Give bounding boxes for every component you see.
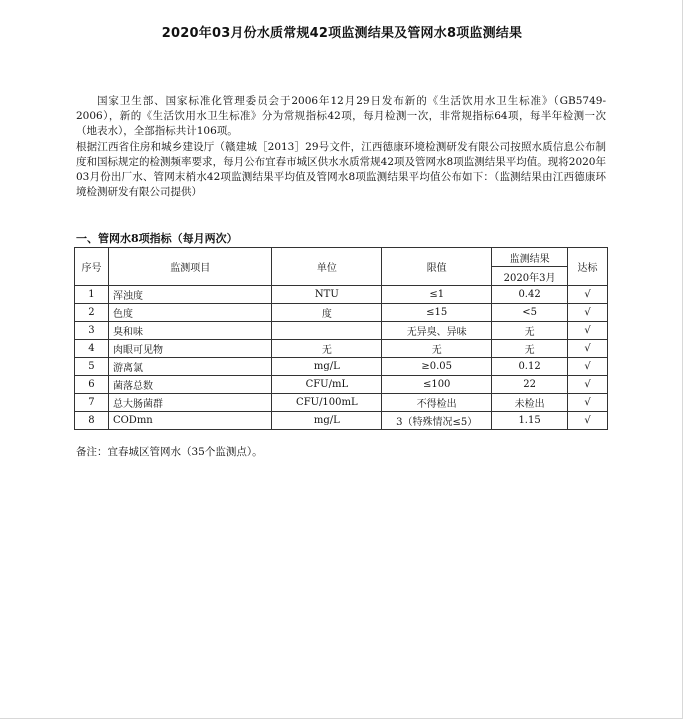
footnote: 备注：宜春城区管网水（35个监测点）。 bbox=[76, 446, 263, 458]
header-item: 监测项目 bbox=[108, 248, 272, 286]
cell-seq: 5 bbox=[75, 358, 109, 376]
cell-limit: 不得检出 bbox=[382, 394, 492, 412]
header-result-period: 2020年3月 bbox=[492, 267, 568, 286]
document-title: 2020年03月份水质常规42项监测结果及管网水8项监测结果 bbox=[161, 26, 523, 41]
cell-pass: √ bbox=[568, 412, 608, 430]
cell-result: 无 bbox=[492, 322, 568, 340]
table-row bbox=[75, 286, 608, 304]
cell-limit: ≤15 bbox=[382, 304, 492, 322]
cell-unit: CFU/100mL bbox=[272, 394, 382, 412]
cell-seq: 7 bbox=[75, 394, 109, 412]
cell-pass: √ bbox=[568, 376, 608, 394]
intro-text bbox=[76, 94, 606, 200]
table-row bbox=[75, 358, 608, 376]
cell-result: <5 bbox=[492, 304, 568, 322]
section-heading: 一、管网水8项指标（每月两次） bbox=[76, 232, 238, 245]
cell-item: 肉眼可见物 bbox=[108, 340, 272, 358]
cell-result: 未检出 bbox=[492, 394, 568, 412]
cell-unit: NTU bbox=[272, 286, 382, 304]
cell-seq: 8 bbox=[75, 412, 109, 430]
cell-unit: CFU/mL bbox=[272, 376, 382, 394]
cell-result: 无 bbox=[492, 340, 568, 358]
cell-result: 22 bbox=[492, 376, 568, 394]
cell-pass: √ bbox=[568, 322, 608, 340]
cell-pass: √ bbox=[568, 358, 608, 376]
cell-result: 0.12 bbox=[492, 358, 568, 376]
table-row bbox=[75, 322, 608, 340]
table-row bbox=[75, 340, 608, 358]
intro-paragraph-1: 国家卫生部、国家标准化管理委员会于2006年12月29日发布新的《生活饮用水卫生标准》（GB5749-2006），新的《生活饮用水卫生标准》分为常规指标42项，每月检测一次，非常规指标64项，每半年检测一次（地表水），全部指标共计106项。 bbox=[76, 95, 606, 138]
cell-unit: mg/L bbox=[272, 358, 382, 376]
cell-seq: 3 bbox=[75, 322, 109, 340]
table-row bbox=[75, 304, 608, 322]
cell-item: 色度 bbox=[108, 304, 272, 322]
cell-pass: √ bbox=[568, 340, 608, 358]
header-seq: 序号 bbox=[75, 248, 109, 286]
cell-unit: 无 bbox=[272, 340, 382, 358]
cell-item: 浑浊度 bbox=[108, 286, 272, 304]
intro-paragraph-2: 根据江西省住房和城乡建设厅（赣建城［2013］29号文件，江西德康环境检测研发有限公司按照水质信息公布制度和国标规定的检测频率要求，每月公布宜春市城区供水水质常规42项及管网水8项监测结果平均值。现将2020年03月份出厂水、管网末梢水42项监测结果平均值及管网水8项监测结果平均值公布如下：（监测结果由江西德康环境检测研发有限公司提供） bbox=[76, 140, 606, 199]
header-limit: 限值 bbox=[382, 248, 492, 286]
cell-seq: 4 bbox=[75, 340, 109, 358]
cell-item: 臭和味 bbox=[108, 322, 272, 340]
cell-unit: mg/L bbox=[272, 412, 382, 430]
header-pass: 达标 bbox=[568, 248, 608, 286]
header-result: 监测结果 bbox=[492, 248, 568, 267]
cell-item: CODmn bbox=[108, 412, 272, 430]
table-row bbox=[75, 394, 608, 412]
results-table bbox=[74, 247, 608, 430]
cell-seq: 1 bbox=[75, 286, 109, 304]
cell-pass: √ bbox=[568, 304, 608, 322]
cell-limit: ≥0.05 bbox=[382, 358, 492, 376]
cell-result: 1.15 bbox=[492, 412, 568, 430]
cell-limit: 无异臭、异味 bbox=[382, 322, 492, 340]
table-row bbox=[75, 412, 608, 430]
cell-result: 0.42 bbox=[492, 286, 568, 304]
cell-limit: ≤100 bbox=[382, 376, 492, 394]
cell-seq: 2 bbox=[75, 304, 109, 322]
cell-item: 总大肠菌群 bbox=[108, 394, 272, 412]
cell-item: 游离氯 bbox=[108, 358, 272, 376]
cell-pass: √ bbox=[568, 286, 608, 304]
cell-unit bbox=[272, 322, 382, 340]
cell-unit: 度 bbox=[272, 304, 382, 322]
cell-limit: 无 bbox=[382, 340, 492, 358]
cell-item: 菌落总数 bbox=[108, 376, 272, 394]
table-header-row bbox=[75, 248, 608, 267]
header-unit: 单位 bbox=[272, 248, 382, 286]
cell-limit: ≤1 bbox=[382, 286, 492, 304]
cell-limit: 3（特殊情况≤5） bbox=[382, 412, 492, 430]
cell-pass: √ bbox=[568, 394, 608, 412]
table-row bbox=[75, 376, 608, 394]
cell-seq: 6 bbox=[75, 376, 109, 394]
